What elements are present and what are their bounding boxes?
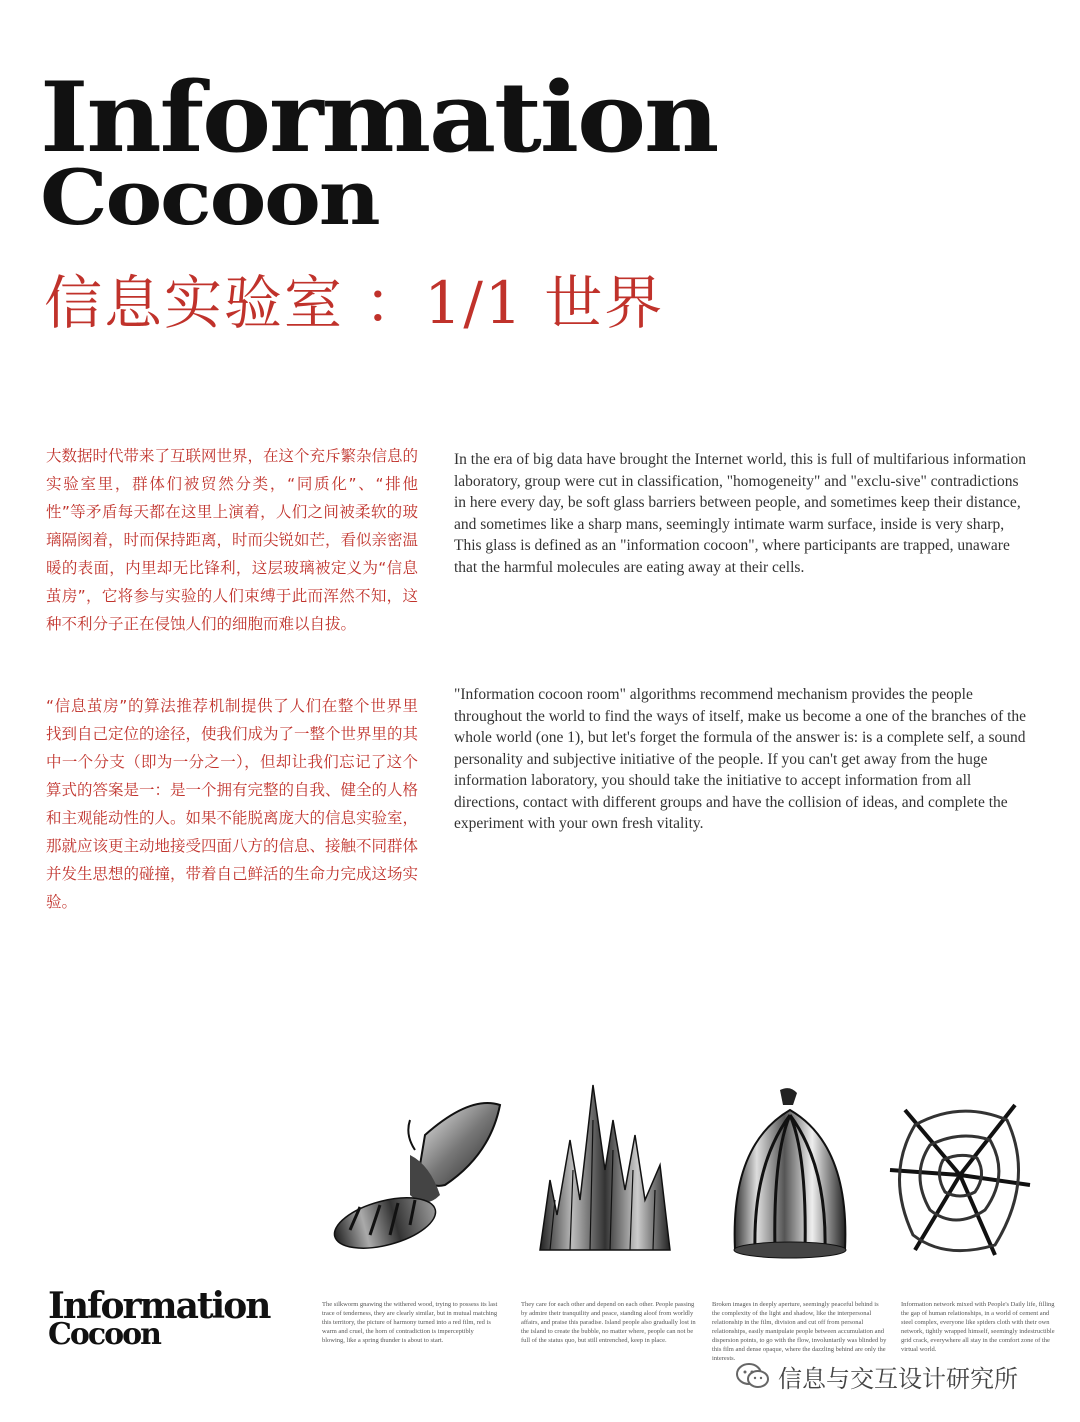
cn-paragraph-1: 大数据时代带来了互联网世界，在这个充斥繁杂信息的实验室里，群体们被贸然分类，“同质化”、“排他性”等矛盾每天都在这里上演着，人们之间被柔软的玻璃隔阂着，时而保持距离，时而尖锐如芒，看似亲密温暖的表面，内里却无比锋利，这层玻璃被定义为“信息茧房”，它将参与实验的人们束缚于此而浑然不知，这种不利分子正在侵蚀人们的细胞而难以自拔。 <box>46 447 419 633</box>
en-paragraph-2: "Information cocoon room" algorithms recommend mechanism provides the people throughout the world to find the ways of itself, make us become a one of the branches of the whole world (one 1), but let's forget the formula of the answer is: is a complete self, a sound personality and subjective initiative of the people. If you can't get away from the huge information laboratory, you should take the initiative to accept information from all directions, contact with different groups and have the collision of ideas, and complete the experiment with your own fresh vitality. <box>454 686 1027 832</box>
cage-illustration <box>725 1085 855 1265</box>
caption-3: Broken images in deeply aperture, seemingly peaceful behind is the complexity of the light and shadow, like the interpersonal relationship in the film, division and cut off from personal relationships, easily manipulate people between accumulation and dispersion points, to go with the flow, involuntarily was blinded by this film and dense opaque, where the dazzling behind are only the interests. <box>712 1301 887 1362</box>
caption-4: Information network mixed with People's Daily life, filling the gap of human relationships, in a world of cement and steel complex, everyone like spiders cloth with their own network, tightly wrapped himself, seemingly indestructible grid crack, everywhere all stay in the comfort zone of the virtual world. <box>901 1301 1055 1353</box>
wechat-icon <box>736 1362 770 1390</box>
page-title: 信息实验室 ：1/1 世界 <box>44 269 665 337</box>
cn-paragraph-2: “信息茧房”的算法推荐机制提供了人们在整个世界里找到自己定位的途径，使我们成为了一整个世界里的其中一个分支（即为一分之一），但却让我们忘记了这个算式的答案是一：是一个拥有完整的自我、健全的人格和主观能动性的人。如果不能脱离庞大的信息实验室，那就应该更主动地接受四面八方的信息、接触不同群体并发生思想的碰撞，带着自己鲜活的生命力完成这场实验。 <box>46 697 419 911</box>
caption-1: The silkworm gnawing the withered wood, trying to possess its last trace of tenderness, they are clearly similar, but in mutual matching this territory, the picture of harmony turned into a red film, red is warm and cruel, the horn of contradiction is imperceptibly blowing, like a spring thunder is about to start. <box>322 1301 498 1344</box>
web-illustration <box>885 1090 1035 1260</box>
logo-title-line2: Cocoon <box>40 153 379 242</box>
spikes-illustration <box>535 1080 675 1260</box>
watermark <box>736 1356 1066 1396</box>
footer-logo-line2: Cocoon <box>48 1317 160 1352</box>
watermark-text: 信息与交互设计研究所 <box>778 1364 1018 1393</box>
caption-2: They care for each other and depend on each other. People passing by admire their tranquility and peace, standing aloof from worldly affairs, and praise this paradise. Island people also gradually lost in the island to create the bubble, no matter where, people can not be full of the status quo, but still entrenched, keep in place. <box>521 1301 696 1344</box>
footer-logo-line1: Information <box>48 1285 270 1327</box>
logo-title-line1: Information <box>40 61 718 174</box>
en-paragraph-1: In the era of big data have brought the Internet world, this is full of multifarious information laboratory, group were cut in classification, "homogeneity" and "exclu-sive" contradictions in here every day, be soft glass barriers between people, and sometimes keep their distance, and sometimes like a sharp mans, seemingly intimate warm surface, inside is very sharp, This glass is defined as an "information cocoon", where participants are trapped, unaware that the harmful molecules are eating away at their cells. <box>454 451 1027 576</box>
silkworm-illustration <box>330 1095 510 1260</box>
